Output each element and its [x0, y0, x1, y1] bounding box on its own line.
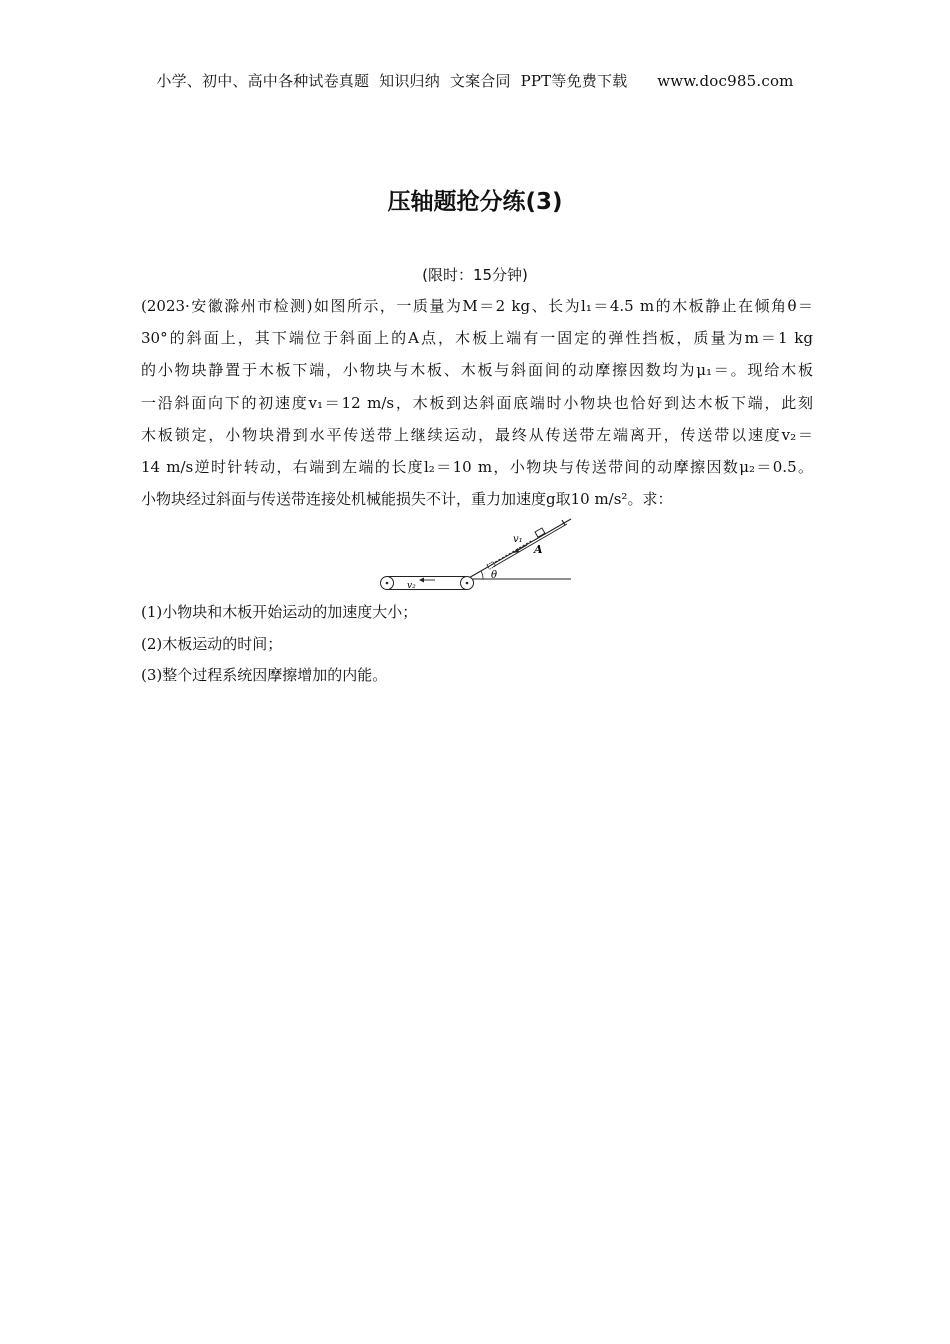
problem-line: (2023·安徽滁州市检测)如图所示，一质量为M＝2 kg、长为l₁＝4.5 m的木板静止在倾角θ＝ [141, 297, 813, 315]
problem-line: 的小物块静置于木板下端，小物块与木板、木板与斜面间的动摩擦因数均为μ₁＝。现给木板 [141, 361, 813, 380]
problem-line: 14 m/s逆时针转动，右端到左端的长度l₂＝10 m，小物块与传送带间的动摩擦因数μ₂＝0.5。 [141, 458, 813, 477]
right-pulley-axle [466, 582, 469, 585]
page-header: 小学、初中、高中各种试卷真题 知识归纳 文案合同 PPT等免费下载 www.doc985.com [156, 72, 794, 90]
block-a [535, 528, 545, 537]
question-item: (2)木板运动的时间； [141, 634, 283, 653]
questions [141, 597, 417, 692]
left-pulley-axle [386, 582, 389, 585]
time-limit: (限时：15分钟) [422, 266, 528, 284]
v2-arrow-head [419, 578, 424, 583]
incline-surface [467, 519, 571, 579]
label-v1: v₁ [513, 534, 523, 545]
angle-arc [481, 571, 483, 579]
problem-line: 一沿斜面向下的初速度v₁＝12 m/s，木板到达斜面底端时小物块也恰好到达木板下端，此刻 [141, 393, 813, 412]
problem-statement [141, 290, 813, 515]
question-item: (3)整个过程系统因摩擦增加的内能。 [141, 666, 388, 684]
figure-svg [375, 515, 575, 595]
label-a: A [534, 543, 543, 556]
label-theta: θ [491, 570, 498, 581]
wooden-board [493, 524, 567, 567]
question-item: (1)小物块和木板开始运动的加速度大小； [141, 603, 418, 621]
problem-line: 木板锁定，小物块滑到水平传送带上继续运动，最终从传送带左端离开，传送带以速度v₂＝ [141, 425, 813, 444]
incline-conveyor-figure [375, 515, 575, 599]
problem-line: 小物块经过斜面与传送带连接处机械能损失不计，重力加速度g取10 m/s²。求： [141, 490, 673, 509]
problem-line: 30°的斜面上，其下端位于斜面上的A点，木板上端有一固定的弹性挡板，质量为m＝1 kg [141, 329, 813, 348]
page-title: 压轴题抢分练(3) [387, 189, 563, 215]
label-v2: v₂ [407, 581, 416, 591]
